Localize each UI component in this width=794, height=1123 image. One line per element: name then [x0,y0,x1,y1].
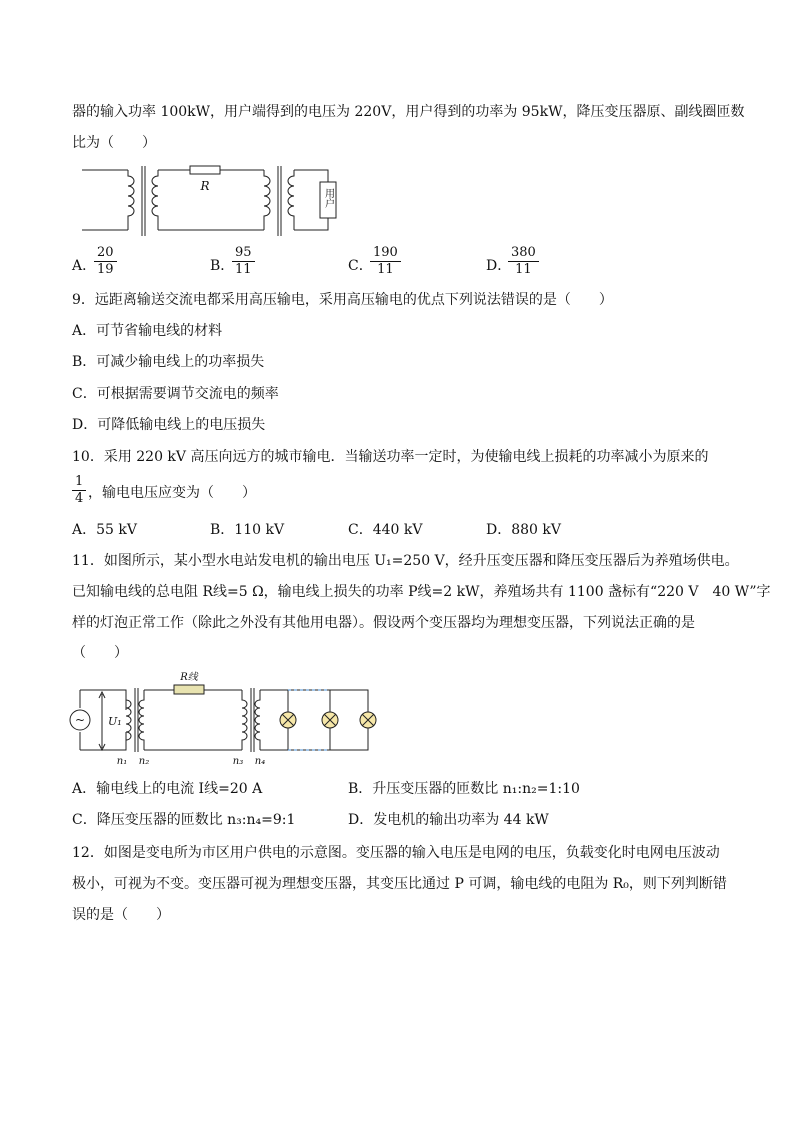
q11-stem-line4: （ ） [72,645,128,661]
q10-option-c: C．440 kV [348,522,423,538]
q10-option-a: A．55 kV [72,522,137,538]
q11-option-c: C．降压变压器的匝数比 n₃:n₄=9:1 [72,812,296,828]
q10-stem-continued: ，输电电压应变为（ ） [88,485,256,501]
q10-option-b: B．110 kV [210,522,285,538]
q8-option-b-numerator: 95 [232,245,255,262]
q10-stem: 10．采用 220 kV 高压向远方的城市输电．当输送功率一定时，为使输电线上损耗的功率减小为原来的 [72,449,709,465]
q10-fraction-denominator: 4 [75,491,84,506]
q9-option-d: D．可降低输电线上的电压损失 [72,417,266,433]
q8-stem-line2: 比为（ ） [72,135,156,151]
q10-fraction [72,474,86,507]
q8-option-b-letter: B． [210,258,235,274]
q11-stem-line1: 11．如图所示，某小型水电站发电机的输出电压 U₁=250 V，经升压变压器和降压变压器后为养殖场供电。 [72,553,739,569]
q11-n4-label: n₄ [254,756,266,767]
q9-option-c: C．可根据需要调节交流电的频率 [72,386,279,402]
q8-user-label: 用户 [322,188,334,208]
q10-option-d: D．880 kV [486,522,561,538]
q11-stem-line2: 已知输电线的总电阻 R线=5 Ω，输电线上损失的功率 P线=2 kW，养殖场共有 1100 盏标有“220 V 40 W”字 [72,584,771,600]
q11-option-b: B．升压变压器的匝数比 n₁:n₂=1:10 [348,781,580,797]
q11-resistor-label: R线 [180,672,198,683]
q11-stem-line3: 样的灯泡正常工作（除此之外没有其他用电器）。假设两个变压器均为理想变压器，下列说法正确的是 [72,615,695,631]
q8-stem-line1: 器的输入功率 100kW，用户端得到的电压为 220V，用户得到的功率为 95kW，降压变压器原、副线圈匝数 [72,104,745,120]
q8-option-a-denominator: 19 [97,262,114,277]
q8-circuit-figure [80,160,340,240]
q8-option-c-numerator: 190 [370,245,401,262]
q11-generator-symbol: ~ [74,713,86,727]
q12-stem-line2: 极小，可视为不变。变压器可视为理想变压器，其变压比通过 P 可调，输电线的电阻为 R₀，则下列判断错 [72,876,727,892]
q8-option-b-denominator: 11 [235,262,252,277]
q8-option-d-fraction [508,245,539,278]
q8-option-a-numerator: 20 [94,245,117,262]
q11-circuit-figure [72,670,392,770]
q11-u1-label: U₁ [108,715,122,728]
q8-option-c-fraction [370,245,401,278]
q10-fraction-numerator: 1 [72,474,86,491]
q8-option-d-denominator: 11 [515,262,532,277]
q11-n3-label: n₃ [232,756,244,767]
q8-option-d-numerator: 380 [508,245,539,262]
q8-resistor-label: R [200,179,210,193]
q11-n1-label: n₁ [116,756,128,767]
q8-option-a-fraction [94,245,117,278]
q9-option-a: A．可节省输电线的材料 [72,323,223,339]
q11-n2-label: n₂ [138,756,150,767]
q11-option-d: D．发电机的输出功率为 44 kW [348,812,549,828]
q8-option-c-letter: C． [348,258,373,274]
q8-option-c-denominator: 11 [377,262,394,277]
q12-stem-line3: 误的是（ ） [72,907,170,923]
q8-option-d-letter: D． [486,258,512,274]
q11-option-a: A．输电线上的电流 I线=20 A [72,781,263,797]
q9-stem: 9．远距离输送交流电都采用高压输电，采用高压输电的优点下列说法错误的是（ ） [72,292,613,308]
q8-option-b-fraction [232,245,255,278]
q9-option-b: B．可减少输电线上的功率损失 [72,354,265,370]
q8-option-a-letter: A． [72,258,97,274]
q12-stem-line1: 12．如图是变电所为市区用户供电的示意图。变压器的输入电压是电网的电压，负载变化时电网电压波动 [72,845,720,861]
